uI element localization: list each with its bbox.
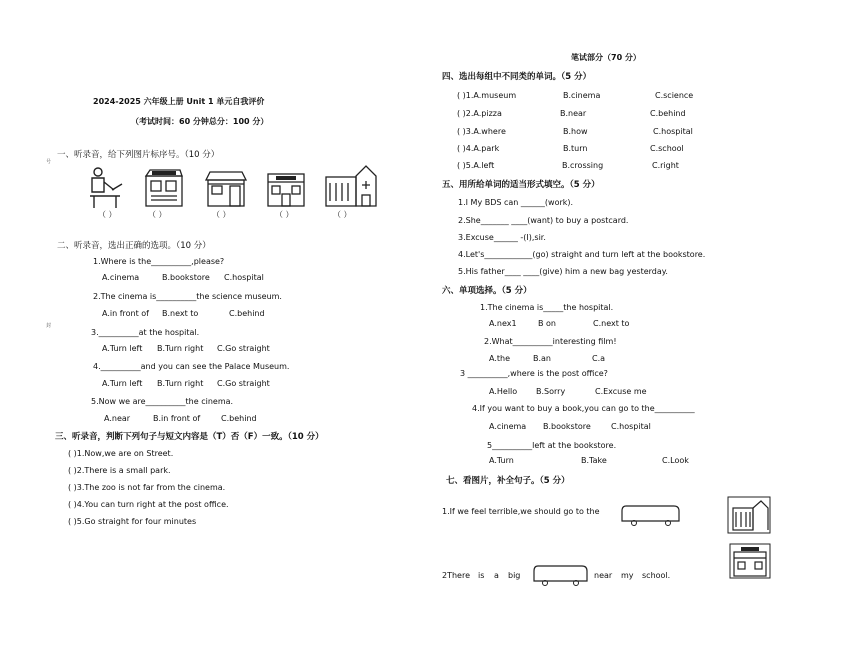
option: B.an [533,354,552,363]
option: B.bookstore [543,422,591,431]
question-stem: 4.If you want to buy a book,you can go to the__________ [472,404,695,413]
picture-sentence-2-word: 2There [442,571,471,580]
section-7-heading: 七、看图片，补全句子。（5 分） [446,476,570,486]
section-4-heading: 四、选出每组中不同类的单词。（5 分） [442,72,592,82]
option: B.Sorry [536,387,566,396]
odd-one-item: ( )5.A.left [457,161,495,170]
option: C.Look [662,456,689,465]
picture-sentence-1: 1.If we feel terrible,we should go to the [442,507,600,516]
picture-sentence-2-word: school. [642,571,671,580]
hospital-building-icon [324,163,378,208]
odd-one-option: C.right [652,161,679,170]
odd-one-item: ( )1.A.museum [457,91,517,100]
option: A.Turn left [102,379,143,388]
option: B.Take [581,456,607,465]
bookstore-building-icon [142,166,186,208]
odd-one-option: B.crossing [562,161,604,170]
picture-answer-blank[interactable]: （ ） [212,210,231,219]
option: C.hospital [224,273,264,282]
bus-blank-shape[interactable] [532,563,590,587]
option: B.next to [162,309,199,318]
odd-one-option: B.turn [563,144,588,153]
option: C.next to [593,319,630,328]
option: A.cinema [102,273,140,282]
odd-one-option: B.near [560,109,587,118]
exam-title: 2024-2025 六年级上册 Unit 1 单元自我评价 [93,97,265,106]
option: B.in front of [153,414,201,423]
gutter-mark: 封 [46,323,52,329]
judge-item: ( )4.You can turn right at the post office. [68,500,229,509]
judge-item: ( )1.Now,we are on Street. [68,449,174,458]
section-6-heading: 六、单项选择。（5 分） [442,286,532,296]
section-1-heading: 一、听录音，给下列图片标序号。（10 分） [57,150,220,160]
question-stem: 2.What__________interesting film! [484,337,617,346]
section-2-heading: 二、听录音，选出正确的选项。（10 分） [57,241,211,251]
option: C.Excuse me [595,387,647,396]
judge-item: ( )3.The zoo is not far from the cinema. [68,483,226,492]
exam-subtitle: （考试时间：60 分钟总分：100 分） [131,117,269,126]
question-stem: 4.__________and you can see the Palace Museum. [93,362,290,371]
question-stem: 2.The cinema is__________the science museum. [93,292,282,301]
odd-one-item: ( )3.A.where [457,127,506,136]
written-part-header: 笔试部分（70 分） [571,53,641,62]
option: C.behind [229,309,265,318]
picture-sentence-2-word: near [594,571,613,580]
odd-one-item: ( )4.A.park [457,144,500,153]
judge-item: ( )5.Go straight for four minutes [68,517,197,526]
picture-answer-blank[interactable]: （ ） [148,210,167,219]
option: B.Turn right [157,344,204,353]
option: C.hospital [611,422,651,431]
option: B on [538,319,556,328]
option: C.Go straight [217,344,270,353]
odd-one-option: C.hospital [653,127,693,136]
fill-item: 5.His father____ ____(give) him a new bag yesterday. [458,267,668,276]
odd-one-option: C.science [655,91,694,100]
picture-answer-blank[interactable]: （ ） [275,210,294,219]
question-stem: 5__________left at the bookstore. [487,441,617,450]
odd-one-option: C.behind [650,109,686,118]
fill-item: 2.She_______ ____(want) to buy a postcard. [458,216,629,225]
bus-blank-shape[interactable] [620,503,682,527]
question-stem: 3.__________at the hospital. [91,328,200,337]
shop-building-icon [204,170,248,208]
picture-answer-blank[interactable]: （ ） [98,210,117,219]
school-building-icon [266,168,306,208]
picture-answer-blank[interactable]: （ ） [333,210,352,219]
option: C.a [592,354,606,363]
picture-sentence-2-word: big [508,571,521,580]
man-at-desk-icon [84,166,130,210]
odd-one-option: B.cinema [563,91,601,100]
option: A.nex1 [489,319,517,328]
odd-one-option: B.how [563,127,588,136]
picture-sentence-2-word: a [494,571,499,580]
section-5-heading: 五、用所给单词的适当形式填空。（5 分） [442,180,600,190]
question-stem: 1.The cinema is_____the hospital. [480,303,614,312]
option: A.Turn [489,456,514,465]
option: A.Turn left [102,344,143,353]
question-stem: 3 __________,where is the post office? [460,369,608,378]
picture-sentence-2-word: is [478,571,485,580]
school-picture-icon [729,543,771,579]
fill-item: 1.I My BDS can ______(work). [458,198,574,207]
option: A.cinema [489,422,527,431]
option: A.in front of [102,309,149,318]
fill-item: 3.Excuse______ -(I),sir. [458,233,546,242]
fill-item: 4.Let's____________(go) straight and turn left at the bookstore. [458,250,706,259]
option: B.Turn right [157,379,204,388]
gutter-mark: 号 [46,159,52,165]
question-stem: 5.Now we are__________the cinema. [91,397,234,406]
option: A.the [489,354,511,363]
odd-one-item: ( )2.A.pizza [457,109,502,118]
odd-one-option: C.school [650,144,684,153]
picture-sentence-2-word: my [621,571,634,580]
section-3-heading: 三、听录音，判断下列句子与短文内容是（T）否（F）一致。（10 分） [55,432,324,442]
judge-item: ( )2.There is a small park. [68,466,171,475]
option: A.near [104,414,131,423]
option: B.bookstore [162,273,210,282]
hospital-picture-icon [727,496,771,534]
option: C.behind [221,414,257,423]
option: A.Hello [489,387,518,396]
question-stem: 1.Where is the__________,please? [93,257,225,266]
option: C.Go straight [217,379,270,388]
